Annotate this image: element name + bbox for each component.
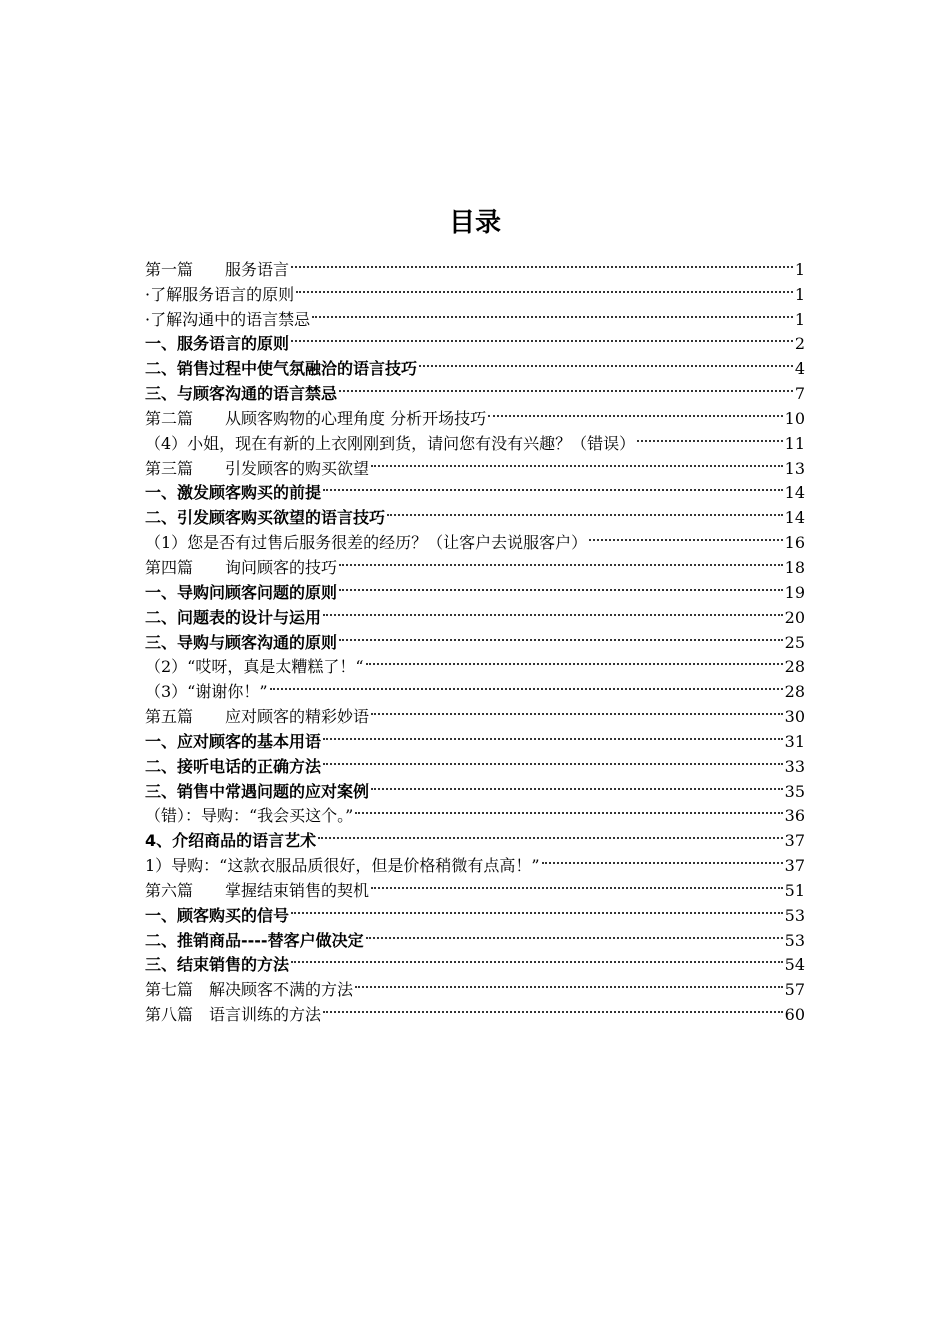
dot-leader	[270, 672, 783, 697]
dot-leader	[323, 474, 783, 499]
toc-entry-page-number: 37	[784, 856, 805, 876]
toc-entry-title: 第八篇 语言训练的方法	[145, 1005, 322, 1025]
toc-entry-page-number: 14	[784, 483, 805, 503]
toc-entry-title: 二、接听电话的正确方法	[145, 756, 322, 776]
dot-leader	[371, 772, 783, 797]
toc-entry-page-number: 1	[794, 284, 805, 304]
toc-entry-title: 第六篇 掌握结束销售的契机	[145, 880, 370, 900]
toc-entry-title: 三、结束销售的方法	[145, 955, 290, 975]
dot-leader	[366, 648, 783, 673]
toc-entry-page-number: 1	[794, 309, 805, 329]
toc-entry-title: （错）：导购：“我会买这个。”	[145, 806, 354, 826]
dot-leader	[291, 896, 783, 921]
dot-leader	[296, 275, 793, 300]
toc-entry-page-number: 25	[784, 632, 805, 652]
toc-entry-title: 一、顾客购买的信号	[145, 905, 290, 925]
toc-entry-page-number: 30	[784, 707, 805, 727]
dot-leader	[387, 498, 783, 523]
toc-entry-page-number: 1	[794, 259, 805, 279]
toc-entry-title: ·了解沟通中的语言禁忌	[145, 309, 311, 329]
dot-leader	[371, 449, 783, 474]
toc-entry-page-number: 14	[784, 508, 805, 528]
toc-entry-title: 第二篇 从顾客购物的心理角度 分析开场技巧	[145, 408, 487, 428]
dot-leader	[371, 697, 783, 722]
toc-entry-page-number: 11	[784, 433, 805, 453]
toc-entry-page-number: 54	[784, 955, 805, 975]
toc-entry-page-number: 33	[784, 756, 805, 776]
toc-entry[interactable]	[145, 250, 805, 279]
toc-entry-page-number: 51	[784, 880, 805, 900]
toc-entry-title: 第四篇 询问顾客的技巧	[145, 557, 338, 577]
toc-entry-title: 三、导购与顾客沟通的原则	[145, 632, 338, 652]
toc-entry-title: 一、导购问顾客问题的原则	[145, 582, 338, 602]
dot-leader	[637, 424, 782, 449]
toc-entry-page-number: 57	[784, 980, 805, 1000]
toc-entry-title: 4、介绍商品的语言艺术	[145, 831, 317, 851]
table-of-contents	[145, 250, 805, 1025]
toc-entry-page-number: 13	[784, 458, 805, 478]
dot-leader	[323, 747, 783, 772]
toc-entry-title: 二、销售过程中使气氛融洽的语言技巧	[145, 359, 418, 379]
toc-entry-title: 一、应对顾客的基本用语	[145, 731, 322, 751]
toc-entry-title: 1）导购：“这款衣服品质很好，但是价格稍微有点高！”	[145, 856, 540, 876]
dot-leader	[339, 548, 783, 573]
toc-entry-page-number: 36	[784, 806, 805, 826]
toc-entry-title: 一、激发顾客购买的前提	[145, 483, 322, 503]
dot-leader	[312, 300, 793, 325]
toc-entry-title: 三、与顾客沟通的语言禁忌	[145, 384, 338, 404]
toc-entry-title: 三、销售中常遇问题的应对案例	[145, 781, 370, 801]
toc-entry-title: （2）“哎呀，真是太糟糕了！“	[145, 657, 364, 677]
toc-entry-page-number: 4	[794, 359, 805, 379]
dot-leader	[323, 995, 783, 1020]
toc-entry-page-number: 16	[784, 533, 805, 553]
dot-leader	[291, 250, 793, 275]
dot-leader	[339, 623, 783, 648]
toc-entry-page-number: 28	[784, 657, 805, 677]
toc-entry-title: 第三篇 引发顾客的购买欲望	[145, 458, 370, 478]
toc-entry-title: 第一篇 服务语言	[145, 259, 290, 279]
toc-entry-page-number: 35	[784, 781, 805, 801]
dot-leader	[291, 325, 793, 350]
toc-entry-title: 二、引发顾客购买欲望的语言技巧	[145, 508, 386, 528]
dot-leader	[339, 374, 793, 399]
dot-leader	[371, 871, 783, 896]
toc-entry-title: 一、服务语言的原则	[145, 334, 290, 354]
dot-leader	[542, 846, 783, 871]
toc-entry-page-number: 19	[784, 582, 805, 602]
dot-leader	[366, 921, 783, 946]
toc-entry-page-number: 60	[784, 1005, 805, 1025]
toc-entry-title: （4）小姐，现在有新的上衣刚刚到货，请问您有没有兴趣？（错误）	[145, 433, 636, 453]
toc-entry-page-number: 7	[794, 384, 805, 404]
dot-leader	[589, 523, 782, 548]
dot-leader	[488, 399, 783, 424]
toc-entry-page-number: 10	[784, 408, 805, 428]
dot-leader	[355, 797, 782, 822]
toc-title: 目录	[448, 208, 501, 238]
toc-entry-page-number: 37	[784, 831, 805, 851]
dot-leader	[318, 821, 783, 846]
toc-entry-title: （3）“谢谢你！”	[145, 682, 268, 702]
toc-entry-title: 第五篇 应对顾客的精彩妙语	[145, 707, 370, 727]
dot-leader	[291, 946, 783, 971]
toc-entry-page-number: 53	[784, 905, 805, 925]
toc-entry-title: （1）您是否有过售后服务很差的经历？（让客户去说服客户）	[145, 533, 588, 553]
toc-entry-page-number: 31	[784, 731, 805, 751]
toc-entry-page-number: 18	[784, 557, 805, 577]
toc-entry-page-number: 2	[794, 334, 805, 354]
dot-leader	[419, 349, 793, 374]
dot-leader	[323, 722, 783, 747]
toc-entry-page-number: 28	[784, 682, 805, 702]
dot-leader	[323, 598, 783, 623]
toc-entry-title: ·了解服务语言的原则	[145, 284, 295, 304]
toc-entry-page-number: 20	[784, 607, 805, 627]
toc-entry-title: 二、问题表的设计与运用	[145, 607, 322, 627]
dot-leader	[355, 970, 783, 995]
toc-entry-page-number: 53	[784, 930, 805, 950]
toc-entry-title: 二、推销商品----替客户做决定	[145, 930, 364, 950]
dot-leader	[339, 573, 783, 598]
toc-entry-title: 第七篇 解决顾客不满的方法	[145, 980, 354, 1000]
